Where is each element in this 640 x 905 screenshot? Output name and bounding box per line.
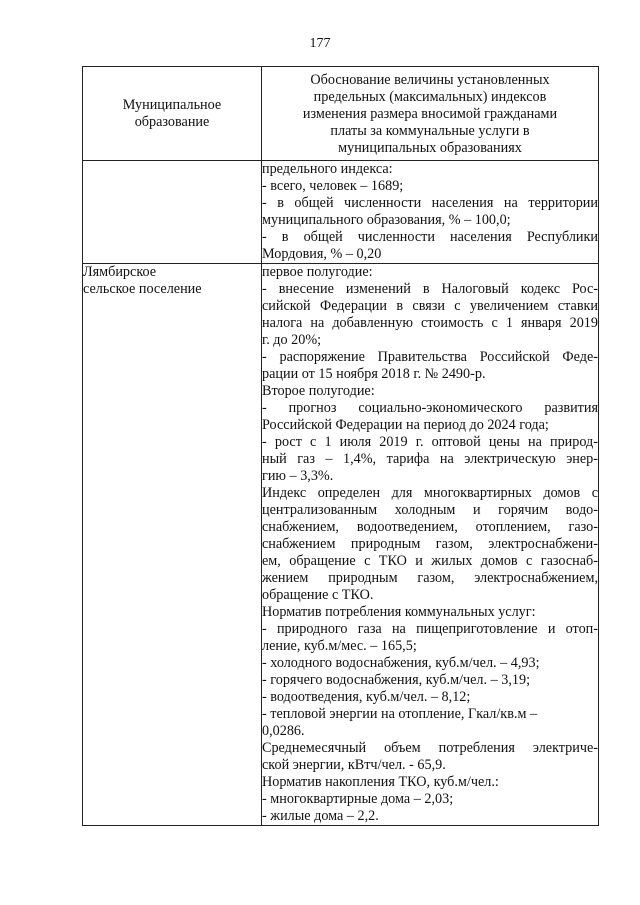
text-line: - всего, человек – 1689; — [262, 178, 404, 194]
text-line: - жилые дома – 2,2. — [262, 808, 379, 824]
text-line: - прогноз социально-экономического развития — [262, 400, 598, 416]
text-line: муниципального образования, % – 100,0; — [262, 212, 511, 228]
municipality-cell — [83, 264, 262, 826]
text-line: - тепловой энергии на отопление, Гкал/кв.м – — [262, 706, 538, 722]
text-line: Мордовия, % – 0,20 — [262, 246, 382, 262]
justification-text — [262, 264, 598, 825]
text-line: - водоотведения, куб.м/чел. – 8,12; — [262, 689, 471, 705]
text-line: Норматив накопления ТКО, куб.м/чел.: — [262, 774, 499, 790]
text-line: Российской Федерации на период до 2024 года; — [262, 417, 549, 433]
text-line: централизованным холодным и горячим водо- — [262, 502, 598, 518]
text-line: - холодного водоснабжения, куб.м/чел. – 4,93; — [262, 655, 540, 671]
text-line: Норматив потребления коммунальных услуг: — [262, 604, 536, 620]
table-row — [83, 264, 599, 826]
text-line: - распоряжение Правительства Российской Феде- — [262, 349, 598, 365]
text-line: Индекс определен для многоквартирных домов с — [262, 485, 598, 501]
text-line: сийской Федерации в связи с увеличением ставки — [262, 298, 598, 314]
table-row — [83, 161, 599, 264]
text-line: 0,0286. — [262, 723, 305, 739]
text-line: ный газ – 1,4%, тарифа на электрическую энер- — [262, 451, 598, 467]
text-line: ской энергии, кВтч/чел. - 65,9. — [262, 757, 446, 773]
page-number: 177 — [309, 36, 331, 51]
header-municipality: Муниципальное образование — [83, 67, 262, 161]
text-line: предельного индекса: — [262, 161, 393, 177]
text-line: - рост с 1 июля 2019 г. оптовой цены на природ- — [262, 434, 598, 450]
text-line: первое полугодие: — [262, 264, 373, 280]
text-line: Среднемесячный объем потребления электриче- — [262, 740, 598, 756]
municipality-name-line: сельское поселение — [83, 281, 202, 297]
text-line: ем, обращение с ТКО и жилых домов с газоснаб- — [262, 553, 598, 569]
text-line: - в общей численности населения на территории — [262, 195, 598, 211]
text-line: снабжением природным газом, электроснабжени- — [262, 536, 598, 552]
text-line: снабжением, водоотведением, отоплением, газо- — [262, 519, 598, 535]
header-justification: Обоснование величины установленных предельных (максимальных) индексов изменения размера вносимой гражданами платы за коммунальные услуги в муниципальных образованиях — [262, 67, 599, 161]
municipality-name-line: Лямбирское — [83, 264, 157, 280]
text-line: - внесение изменений в Налоговый кодекс Рос- — [262, 281, 598, 297]
text-line: Второе полугодие: — [262, 383, 375, 399]
text-line: обращение с ТКО. — [262, 587, 374, 603]
justification-cell — [262, 161, 599, 264]
justification-cell — [262, 264, 599, 826]
text-line: г. до 20%; — [262, 332, 322, 348]
text-line: - в общей численности населения Республики — [262, 229, 598, 245]
text-line: налога на добавленную стоимость с 1 января 2019 — [262, 315, 598, 331]
municipality-cell-empty — [83, 161, 262, 264]
text-line: - природного газа на пищеприготовление и отоп- — [262, 621, 598, 637]
text-line: - многоквартирные дома – 2,03; — [262, 791, 454, 807]
tariff-index-table — [82, 66, 599, 826]
text-line: - горячего водоснабжения, куб.м/чел. – 3,19; — [262, 672, 531, 688]
text-line: жением природным газом, электроснабжением, — [262, 570, 598, 586]
text-line: ление, куб.м/мес. – 165,5; — [262, 638, 417, 654]
table-header-row — [83, 67, 599, 161]
text-line: рации от 15 ноября 2018 г. № 2490-р. — [262, 366, 486, 382]
justification-text — [262, 161, 598, 263]
text-line: гию – 3,3%. — [262, 468, 334, 484]
